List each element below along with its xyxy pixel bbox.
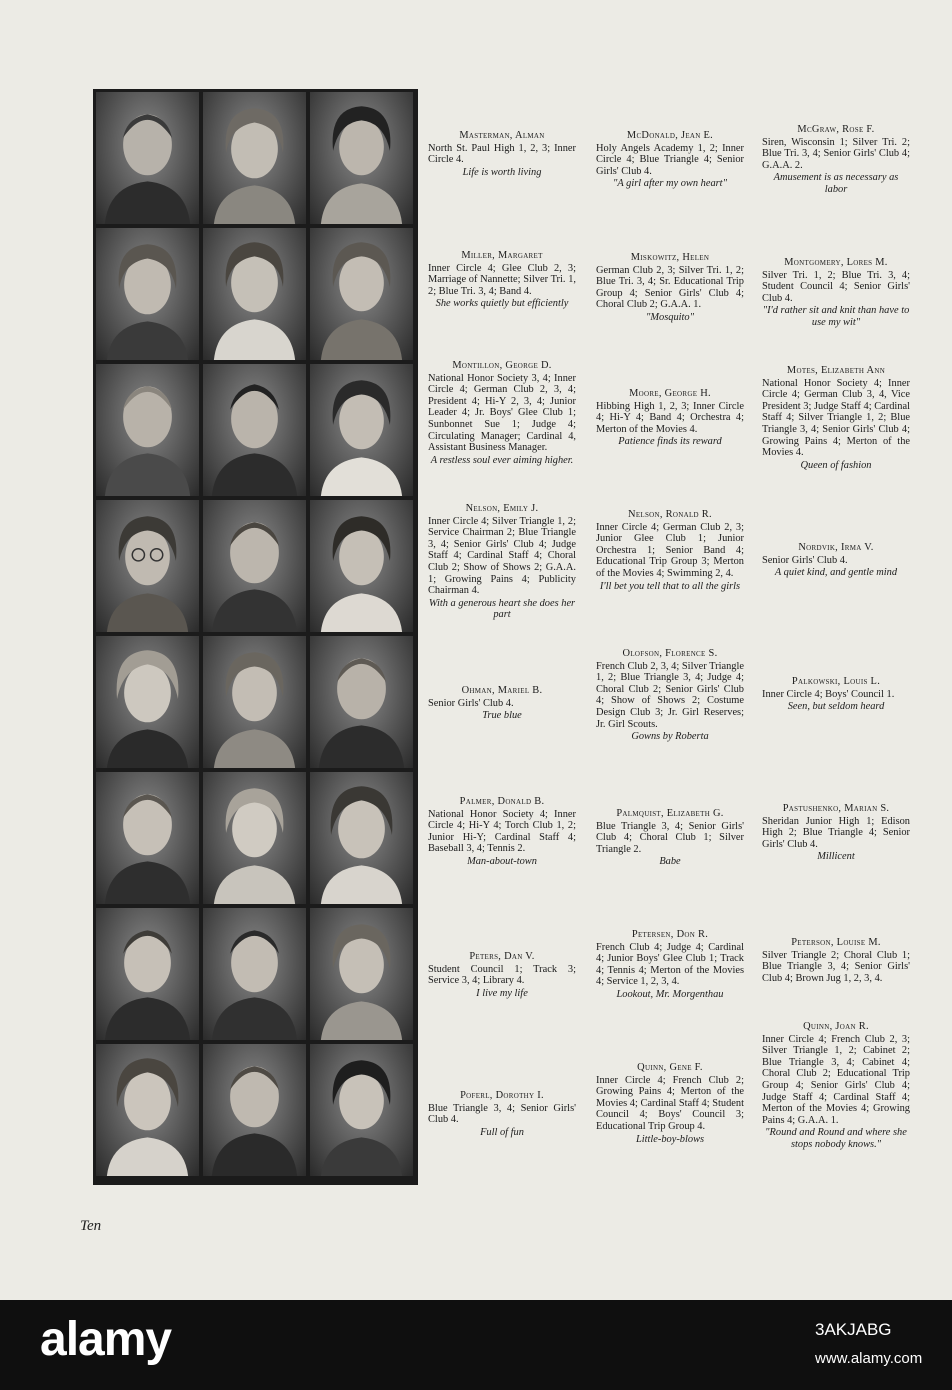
- student-activities: Siren, Wisconsin 1; Silver Tri. 2; Blue Tri. 3, 4; Senior Girls' Club 4; G.A.A. 2.: [762, 136, 910, 171]
- student-activities: North St. Paul High 1, 2, 3; Inner Circle 4.: [428, 142, 576, 166]
- student-entry: [762, 937, 910, 985]
- portrait-photo: [96, 228, 199, 360]
- student-name: Palmer, Donald B.: [459, 796, 545, 807]
- student-entry: [762, 365, 910, 471]
- student-activities: French Club 4; Judge 4; Cardinal 4; Junior Boys' Glee Club 1; Track 4; Tennis 4; Merton of the Movies 4; Service 1, 2, 3, 4.: [596, 941, 744, 988]
- student-name: Nelson, Ronald R.: [628, 509, 712, 520]
- student-quote: Life is worth living: [462, 166, 542, 178]
- portrait-photo: [203, 636, 306, 768]
- student-entry: [596, 252, 744, 324]
- student-quote: Seen, but seldom heard: [787, 701, 885, 713]
- student-entry: [428, 796, 576, 868]
- student-activities: Senior Girls' Club 4.: [428, 697, 514, 709]
- portrait-photo: [96, 636, 199, 768]
- image-id-label: 3AKJABG: [815, 1320, 892, 1339]
- student-name: McGraw, Rose F.: [797, 124, 875, 135]
- student-activities: Inner Circle 4; Silver Triangle 1, 2; Service Chairman 2; Blue Triangle 3, 4; Senior Girls' Club 4; Judge Staff 4; Cardinal Staff 4; Choral Club 2; Show of Shows 2; G.A.A. 1; Growing Pains 4; Publicity Chairman 4.: [428, 515, 576, 597]
- student-name: Moore, George H.: [629, 388, 711, 399]
- student-quote: Full of fun: [480, 1126, 524, 1138]
- student-name: Peters, Dan V.: [469, 951, 535, 962]
- portrait-photo: [203, 1044, 306, 1176]
- student-activities: Sheridan Junior High 1; Edison High 2; Blue Triangle 4; Senior Girls' Club 4.: [762, 815, 910, 850]
- student-activities: National Honor Society 3, 4; Inner Circle 4; German Club 2, 3, 4; President 4; Hi-Y 2, 3, 4; Junior Leader 4; Jr. Boys' Glee Club 1; Sunbonnet Sue 1; Judge 4; Circulating Manager; Cardinal 4, Assistant Business Manager.: [428, 372, 576, 454]
- student-quote: I live my life: [476, 987, 528, 999]
- portrait-photo: [96, 1044, 199, 1176]
- student-entry: [596, 388, 744, 448]
- portrait-photo: [96, 772, 199, 904]
- student-name: Poferl, Dorothy I.: [460, 1090, 544, 1101]
- portrait-photo: [310, 364, 413, 496]
- student-activities: Inner Circle 4; French Club 2, 3; Silver Triangle 1, 2; Cabinet 2; Blue Triangle 3, 4; Cabinet 4; Choral Club 2; Educational Trip Group 4; Senior Girls' Club 4; Judge Staff 4; Cardinal Staff 4; Merton of the Movies 4; Growing Pains 4; G.A.A. 1.: [762, 1033, 910, 1126]
- student-entry: [596, 130, 744, 190]
- portrait-photo: [203, 500, 306, 632]
- student-entry: [596, 929, 744, 1001]
- portrait-photo: [203, 364, 306, 496]
- student-name: Olofson, Florence S.: [622, 648, 718, 659]
- student-entry: [596, 808, 744, 868]
- student-name: Pastushenko, Marian S.: [782, 803, 890, 814]
- student-name: Montgomery, Lores M.: [784, 257, 888, 268]
- student-activities: Student Council 1; Track 3; Service 3, 4; Library 4.: [428, 963, 576, 987]
- student-name: Montillon, George D.: [452, 360, 552, 371]
- student-quote: She works quietly but efficiently: [435, 298, 569, 310]
- student-entry: [428, 130, 576, 178]
- student-name: Nordvik, Irma V.: [798, 542, 874, 553]
- student-entry: [762, 676, 910, 713]
- portrait-grid: [93, 89, 418, 1185]
- portrait-photo: [203, 228, 306, 360]
- student-activities: Holy Angels Academy 1, 2; Inner Circle 4; Blue Triangle 4; Senior Girls' Club 4.: [596, 142, 744, 177]
- portrait-photo: [203, 772, 306, 904]
- student-name: Motes, Elizabeth Ann: [786, 365, 886, 376]
- portrait-photo: [310, 1044, 413, 1176]
- student-activities: Inner Circle 4; French Club 2; Growing Pains 4; Merton of the Movies 4; Cardinal Staff 4; Student Council 4; Boys' Council 3; Educational Trip Group 4.: [596, 1074, 744, 1132]
- student-quote: True blue: [482, 710, 522, 722]
- student-entry: [762, 803, 910, 863]
- student-quote: "I'd rather sit and knit than have to use my wit": [762, 305, 910, 328]
- student-entry: [762, 257, 910, 329]
- student-entry: [428, 503, 576, 621]
- student-entry: [428, 360, 576, 466]
- portrait-photo: [310, 772, 413, 904]
- student-name: Quinn, Gene F.: [637, 1062, 703, 1073]
- student-entry: [428, 685, 576, 722]
- student-entry: [596, 509, 744, 592]
- student-activities: Inner Circle 4; Boys' Council 1.: [762, 688, 895, 700]
- student-quote: "A girl after my own heart": [613, 178, 727, 190]
- portrait-photo: [310, 500, 413, 632]
- portrait-photo: [310, 908, 413, 1040]
- portrait-photo: [96, 92, 199, 224]
- student-entry: [762, 124, 910, 196]
- student-entry: [762, 1021, 910, 1151]
- student-activities: Inner Circle 4; Glee Club 2, 3; Marriage of Nannette; Silver Tri. 1, 2; Blue Tri. 3, 4; Band 4.: [428, 262, 576, 297]
- student-quote: Gowns by Roberta: [631, 731, 709, 743]
- student-quote: A restless soul ever aiming higher.: [430, 454, 574, 466]
- student-activities: National Honor Society 4; Inner Circle 4; German Club 3, 4, Vice President 3; Judge Staff 4; Cardinal Staff 4; Silver Triangle 1, 2; Blue Triangle 3, 4; Senior Girls' Club 4; Growing Pains 4; Merton of the Movies 4.: [762, 377, 910, 459]
- portrait-photo: [96, 908, 199, 1040]
- student-name: Miller, Margaret: [461, 250, 543, 261]
- student-name: Nelson, Emily J.: [465, 503, 539, 514]
- student-quote: Amusement is as necessary as labor: [773, 172, 899, 195]
- student-activities: National Honor Society 4; Inner Circle 4; Hi-Y 4; Torch Club 1, 2; Junior Hi-Y; Cardinal Staff 4; Baseball 3, 4; Tennis 2.: [428, 808, 576, 855]
- portrait-photo: [96, 500, 199, 632]
- student-quote: Queen of fashion: [800, 459, 872, 471]
- student-entry: [428, 951, 576, 999]
- student-quote: "Mosquito": [646, 311, 694, 323]
- student-name: Quinn, Joan R.: [803, 1021, 869, 1032]
- student-activities: Silver Tri. 1, 2; Blue Tri. 3, 4; Student Council 4; Senior Girls' Club 4.: [762, 269, 910, 304]
- student-name: Petersen, Don R.: [631, 929, 709, 940]
- site-url-label: www.alamy.com: [815, 1350, 923, 1367]
- page-number: Ten: [80, 1218, 102, 1234]
- portrait-photo: [310, 92, 413, 224]
- student-quote: Little-boy-blows: [635, 1133, 705, 1145]
- student-entry: [428, 250, 576, 310]
- student-activities: French Club 2, 3, 4; Silver Triangle 1, 2; Blue Triangle 3, 4; Judge 4; Choral Club 2; Senior Girls' Club 4; Show of Shows 2; Costume Design Club 3; Jr. Girl Reserves; Jr. Girl Scouts.: [596, 660, 744, 730]
- student-name: Palkowski, Louis L.: [791, 676, 881, 687]
- student-entry: [596, 648, 744, 743]
- portrait-photo: [310, 228, 413, 360]
- student-quote: Man-about-town: [467, 855, 537, 867]
- student-quote: A quiet kind, and gentle mind: [774, 567, 898, 579]
- student-name: Miskowitz, Helen: [630, 252, 710, 263]
- portrait-photo: [203, 908, 306, 1040]
- student-activities: Blue Triangle 3, 4; Senior Girls' Club 4.: [428, 1102, 576, 1126]
- student-name: Palmquist, Elizabeth G.: [616, 808, 724, 819]
- student-name: McDonald, Jean E.: [626, 130, 714, 141]
- student-quote: "Round and Round and where she stops nobody knows.": [765, 1127, 907, 1150]
- portrait-photo: [310, 636, 413, 768]
- student-name: Ohman, Mariel B.: [461, 685, 543, 696]
- portrait-photo: [203, 92, 306, 224]
- student-activities: Blue Triangle 3, 4; Senior Girls' Club 4; Choral Club 1; Silver Triangle 2.: [596, 820, 744, 855]
- student-activities: Inner Circle 4; German Club 2, 3; Junior Glee Club 1; Junior Orchestra 1; Senior Band 4; Educational Trip Group 3; Merton of the Movies 4; Swimming 2, 4.: [596, 521, 744, 579]
- student-quote: Millicent: [817, 851, 855, 863]
- student-entry: [596, 1062, 744, 1145]
- student-name: Masterman, Alman: [459, 130, 545, 141]
- portrait-photo: [96, 364, 199, 496]
- student-quote: Lookout, Mr. Morgenthau: [616, 988, 724, 1000]
- student-activities: Senior Girls' Club 4.: [762, 554, 848, 566]
- student-name: Peterson, Louise M.: [791, 937, 881, 948]
- alamy-logo: alamy: [40, 1313, 172, 1366]
- student-entry: [762, 542, 910, 579]
- student-quote: With a generous heart she does her part: [428, 597, 576, 621]
- student-entry: [428, 1090, 576, 1138]
- student-quote: Patience finds its reward: [618, 436, 722, 448]
- student-activities: Hibbing High 1, 2, 3; Inner Circle 4; Hi-Y 4; Band 4; Orchestra 4; Merton of the Movies 4.: [596, 400, 744, 435]
- watermark-footer: [0, 1300, 952, 1390]
- student-activities: German Club 2, 3; Silver Tri. 1, 2; Blue Tri. 3, 4; Sr. Educational Trip Group 4; Senior Girls' Club 4; Choral Club 2; G.A.A. 1.: [596, 264, 744, 311]
- student-activities: Silver Triangle 2; Choral Club 1; Blue Triangle 3, 4; Senior Girls' Club 4; Brown Jug 1, 2, 3, 4.: [762, 949, 910, 984]
- student-quote: I'll bet you tell that to all the girls: [599, 580, 741, 592]
- student-quote: Babe: [659, 856, 681, 868]
